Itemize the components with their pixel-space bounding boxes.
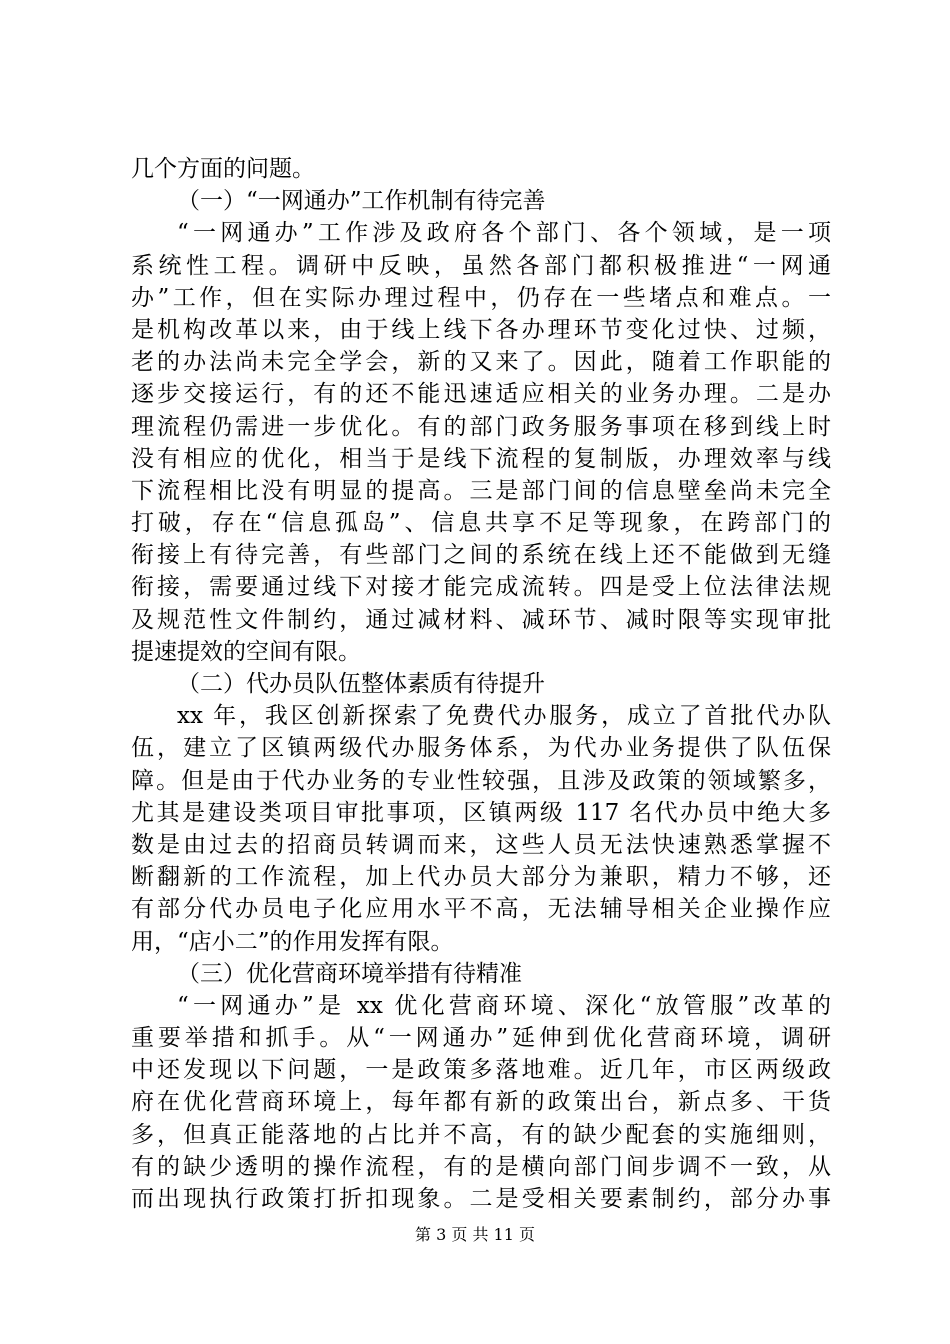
text-line: 衔接上有待完善，有些部门之间的系统在线上还不能做到无缝 bbox=[131, 542, 831, 569]
text-line: xx 年，我区创新探索了免费代办服务，成立了首批代办队 bbox=[177, 703, 831, 730]
text-line: 衔接，需要通过线下对接才能完成流转。四是受上位法律法规 bbox=[131, 574, 831, 601]
text-line: 几个方面的问题。 bbox=[131, 156, 315, 182]
text-line: 没有相应的优化，相当于是线下流程的复制版，办理效率与线 bbox=[131, 445, 831, 472]
text-line: 下流程相比没有明显的提高。三是部门间的信息壁垒尚未完全 bbox=[131, 477, 831, 504]
section-heading-1: （一）“一网通办”工作机制有待完善 bbox=[177, 188, 546, 215]
text-line: 尤其是建设类项目审批事项，区镇两级 117 名代办员中绝大多 bbox=[131, 799, 831, 826]
document-body bbox=[131, 153, 831, 1215]
text-line: 理流程仍需进一步优化。有的部门政务服务事项在移到线上时 bbox=[131, 413, 831, 440]
text-line: 打破，存在“信息孤岛”、信息共享不足等现象，在跨部门的 bbox=[131, 510, 831, 537]
text-line: 府在优化营商环境上，每年都有新的政策出台，新点多、干货 bbox=[131, 1089, 831, 1116]
text-line: 逐步交接运行，有的还不能迅速适应相关的业务办理。二是办 bbox=[131, 381, 831, 408]
text-line: 重要举措和抓手。从“一网通办”延伸到优化营商环境，调研 bbox=[131, 1025, 831, 1052]
text-line: 数是由过去的招商员转调而来，这些人员无法快速熟悉掌握不 bbox=[131, 831, 831, 858]
text-line: 系统性工程。调研中反映，虽然各部门都积极推进“一网通 bbox=[131, 252, 831, 279]
text-line: 中还发现以下问题，一是政策多落地难。近几年，市区两级政 bbox=[131, 1057, 831, 1084]
text-line: 多，但真正能落地的占比并不高，有的缺少配套的实施细则， bbox=[131, 1121, 831, 1148]
text-line: 障。但是由于代办业务的专业性较强，且涉及政策的领域繁多， bbox=[131, 767, 831, 794]
section-heading-3: （三）优化营商环境举措有待精准 bbox=[177, 960, 522, 987]
page-number-footer: 第 3 页 共 11 页 bbox=[415, 1225, 535, 1244]
text-line: “一网通办”是 xx 优化营商环境、深化“放管服”改革的 bbox=[177, 992, 831, 1019]
text-line: 提速提效的空间有限。 bbox=[131, 638, 361, 665]
text-line: 有部分代办员电子化应用水平不高，无法辅导相关企业操作应 bbox=[131, 896, 831, 923]
text-line: 老的办法尚未完全学会，新的又来了。因此，随着工作职能的 bbox=[131, 349, 831, 376]
text-line: “一网通办”工作涉及政府各个部门、各个领域，是一项 bbox=[177, 220, 831, 247]
text-line: 有的缺少透明的操作流程，有的是横向部门间步调不一致，从 bbox=[131, 1153, 831, 1180]
text-line: 办”工作，但在实际办理过程中，仍存在一些堵点和难点。一 bbox=[131, 284, 831, 311]
text-line: 及规范性文件制约，通过减材料、减环节、减时限等实现审批 bbox=[131, 606, 831, 633]
text-line: 伍，建立了区镇两级代办服务体系，为代办业务提供了队伍保 bbox=[131, 735, 831, 762]
section-heading-2: （二）代办员队伍整体素质有待提升 bbox=[177, 671, 545, 697]
text-line: 用，“店小二”的作用发挥有限。 bbox=[131, 928, 454, 955]
text-line: 而出现执行政策打折扣现象。二是受相关要素制约，部分办事 bbox=[131, 1186, 831, 1212]
text-line: 是机构改革以来，由于线上线下各办理环节变化过快、过频， bbox=[131, 316, 831, 343]
text-line: 断翻新的工作流程，加上代办员大部分为兼职，精力不够，还 bbox=[131, 864, 831, 891]
